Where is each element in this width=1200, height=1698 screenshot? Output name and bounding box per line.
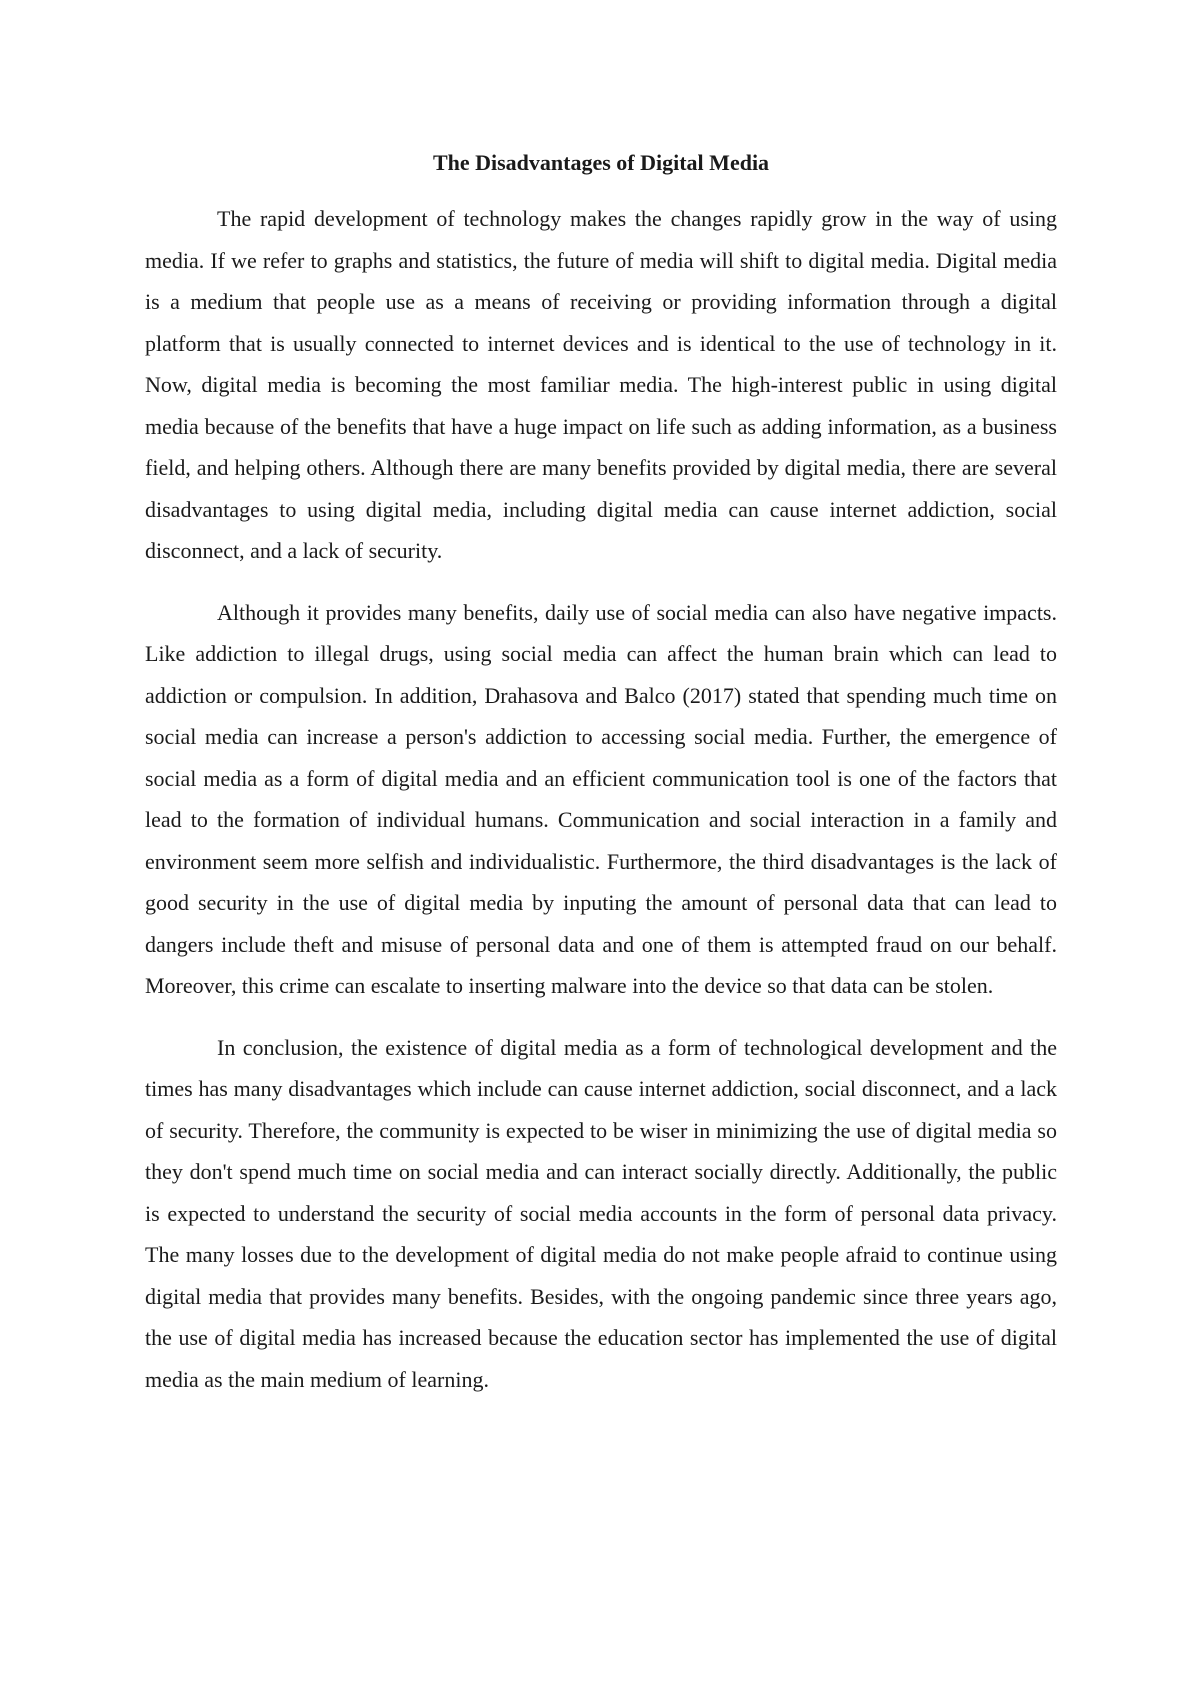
document-title: The Disadvantages of Digital Media (432, 150, 770, 175)
paragraph-conclusion: In conclusion, the existence of digital media as a form of technological development and the times has many disadvantages which include can cause internet addiction, social disconnect, and a lack of security. Therefore, the community is expected to be wiser in minimizing the use of digital media so they don't spend much time on social media and can interact socially directly. Additionally, the public is expected to understand the security of social media accounts in the form of personal data privacy. The many losses due to the development of digital media do not make people afraid to continue using digital media that provides many benefits. Besides, with the ongoing pandemic since three years ago, the use of digital media has increased because the education sector has implemented the use of digital media as the main medium of learning. (145, 1034, 1057, 1392)
paragraph-body: Although it provides many benefits, daily use of social media can also have negative impacts. Like addiction to illegal drugs, using social media can affect the human brain which can lead to addiction or compulsion. In addition, Drahasova and Balco (2017) stated that spending much time on social media can increase a person's addiction to accessing social media. Further, the emergence of social media as a form of digital media and an efficient communication tool is one of the factors that lead to the formation of individual humans. Communication and social interaction in a family and environment seem more selfish and individualistic. Furthermore, the third disadvantages is the lack of good security in the use of digital media by inputing the amount of personal data that can lead to dangers include theft and misuse of personal data and one of them is attempted fraud on our behalf. Moreover, this crime can escalate to inserting malware into the device so that data can be stolen. (145, 599, 1057, 998)
document-body (145, 148, 1057, 1420)
paragraph-introduction: The rapid development of technology makes the changes rapidly grow in the way of using media. If we refer to graphs and statistics, the future of media will shift to digital media. Digital media is a medium that people use as a means of receiving or providing information through a digital platform that is usually connected to internet devices and is identical to the use of technology in it. Now, digital media is becoming the most familiar media. The high-interest public in using digital media because of the benefits that have a huge impact on life such as adding information, as a business field, and helping others. Although there are many benefits provided by digital media, there are several disadvantages to using digital media, including digital media can cause internet addiction, social disconnect, and a lack of security. (145, 206, 1057, 563)
